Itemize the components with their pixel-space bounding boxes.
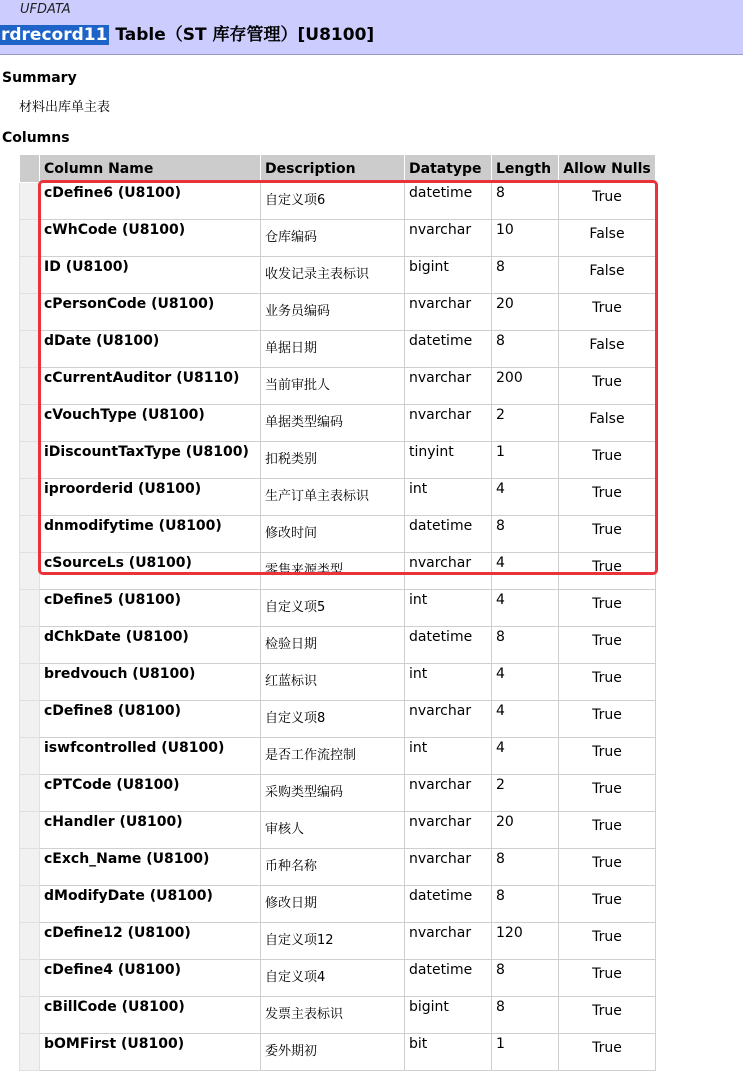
table-row [20,183,656,220]
datatype-cell: int [405,479,492,516]
column-name-cell: dChkDate (U8100) [40,627,261,664]
datatype-cell: datetime [405,886,492,923]
row-index-cell [20,664,40,701]
description-cell: 零售来源类型 [261,553,405,590]
datatype-cell: int [405,590,492,627]
column-name-cell: cPTCode (U8100) [40,775,261,812]
length-cell: 10 [492,220,559,257]
column-name-cell: ID (U8100) [40,257,261,294]
title-rest: Table（ST 库存管理）[U8100] [109,25,375,45]
column-name-cell: bOMFirst (U8100) [40,1034,261,1071]
row-index-cell [20,294,40,331]
row-index-cell [20,479,40,516]
header-allow-nulls: Allow Nulls [559,155,656,183]
allow-nulls-cell: True [559,664,656,701]
allow-nulls-cell: True [559,516,656,553]
header-length: Length [492,155,559,183]
table-row [20,923,656,960]
row-index-cell [20,701,40,738]
description-cell: 委外期初 [261,1034,405,1071]
description-cell: 币种名称 [261,849,405,886]
length-cell: 20 [492,812,559,849]
allow-nulls-cell: True [559,923,656,960]
row-index-cell [20,220,40,257]
allow-nulls-cell: True [559,590,656,627]
datatype-cell: nvarchar [405,553,492,590]
row-index-cell [20,960,40,997]
table-row [20,590,656,627]
allow-nulls-cell: True [559,738,656,775]
table-row [20,886,656,923]
length-cell: 8 [492,960,559,997]
table-row [20,368,656,405]
datatype-cell: datetime [405,183,492,220]
row-index-cell [20,331,40,368]
allow-nulls-cell: True [559,775,656,812]
length-cell: 8 [492,997,559,1034]
datatype-cell: nvarchar [405,294,492,331]
description-cell: 修改时间 [261,516,405,553]
header-index [20,155,40,183]
allow-nulls-cell: True [559,701,656,738]
length-cell: 4 [492,590,559,627]
summary-text: 材料出库单主表 [19,100,111,115]
datatype-cell: datetime [405,960,492,997]
allow-nulls-cell: True [559,294,656,331]
datatype-cell: nvarchar [405,405,492,442]
description-cell: 当前审批人 [261,368,405,405]
row-index-cell [20,183,40,220]
column-name-cell: iproorderid (U8100) [40,479,261,516]
allow-nulls-cell: True [559,997,656,1034]
table-row [20,664,656,701]
row-index-cell [20,516,40,553]
length-cell: 4 [492,738,559,775]
description-cell: 是否工作流控制 [261,738,405,775]
columns-heading: Columns [2,130,70,146]
row-index-cell [20,997,40,1034]
row-index-cell [20,590,40,627]
table-row [20,701,656,738]
length-cell: 200 [492,368,559,405]
column-name-cell: bredvouch (U8100) [40,664,261,701]
length-cell: 2 [492,775,559,812]
page-header [0,0,743,55]
description-cell: 自定义项6 [261,183,405,220]
row-index-cell [20,1034,40,1071]
table-row [20,479,656,516]
table-row [20,960,656,997]
datatype-cell: datetime [405,516,492,553]
length-cell: 8 [492,886,559,923]
description-cell: 生产订单主表标识 [261,479,405,516]
length-cell: 1 [492,442,559,479]
column-name-cell: cDefine6 (U8100) [40,183,261,220]
datatype-cell: nvarchar [405,923,492,960]
row-index-cell [20,257,40,294]
column-name-cell: cExch_Name (U8100) [40,849,261,886]
description-cell: 扣税类别 [261,442,405,479]
column-name-cell: cSourceLs (U8100) [40,553,261,590]
row-index-cell [20,368,40,405]
datatype-cell: bit [405,1034,492,1071]
row-index-cell [20,442,40,479]
description-cell: 自定义项8 [261,701,405,738]
length-cell: 8 [492,183,559,220]
table-row [20,331,656,368]
allow-nulls-cell: True [559,627,656,664]
datatype-cell: nvarchar [405,220,492,257]
length-cell: 1 [492,1034,559,1071]
datatype-cell: int [405,738,492,775]
column-name-cell: dModifyDate (U8100) [40,886,261,923]
datatype-cell: int [405,664,492,701]
table-row [20,812,656,849]
row-index-cell [20,405,40,442]
page-title [0,20,374,45]
allow-nulls-cell: True [559,442,656,479]
description-cell: 检验日期 [261,627,405,664]
description-cell: 审核人 [261,812,405,849]
allow-nulls-cell: True [559,553,656,590]
allow-nulls-cell: True [559,183,656,220]
datatype-cell: datetime [405,627,492,664]
length-cell: 8 [492,257,559,294]
table-row [20,627,656,664]
header-description: Description [261,155,405,183]
datatype-cell: bigint [405,257,492,294]
table-row [20,849,656,886]
datatype-cell: nvarchar [405,701,492,738]
row-index-cell [20,553,40,590]
table-row [20,294,656,331]
column-name-cell: cDefine8 (U8100) [40,701,261,738]
datatype-cell: datetime [405,331,492,368]
column-name-cell: cDefine12 (U8100) [40,923,261,960]
datatype-cell: nvarchar [405,849,492,886]
table-row [20,738,656,775]
table-row [20,220,656,257]
row-index-cell [20,886,40,923]
column-name-cell: cBillCode (U8100) [40,997,261,1034]
table-row [20,997,656,1034]
allow-nulls-cell: True [559,1034,656,1071]
length-cell: 8 [492,516,559,553]
datatype-cell: nvarchar [405,368,492,405]
header-datatype: Datatype [405,155,492,183]
column-name-cell: cWhCode (U8100) [40,220,261,257]
row-index-cell [20,812,40,849]
allow-nulls-cell: False [559,331,656,368]
description-cell: 单据类型编码 [261,405,405,442]
column-name-cell: cHandler (U8100) [40,812,261,849]
description-cell: 自定义项12 [261,923,405,960]
allow-nulls-cell: False [559,257,656,294]
column-name-cell: cVouchType (U8100) [40,405,261,442]
row-index-cell [20,627,40,664]
allow-nulls-cell: False [559,220,656,257]
length-cell: 2 [492,405,559,442]
length-cell: 4 [492,553,559,590]
length-cell: 120 [492,923,559,960]
table-row [20,442,656,479]
table-name-highlight: rdrecord11 [1,25,108,45]
description-cell: 修改日期 [261,886,405,923]
description-cell: 收发记录主表标识 [261,257,405,294]
table-row [20,553,656,590]
table-row [20,775,656,812]
column-name-cell: cCurrentAuditor (U8110) [40,368,261,405]
header-column-name: Column Name [40,155,261,183]
datatype-cell: nvarchar [405,812,492,849]
length-cell: 8 [492,627,559,664]
length-cell: 4 [492,479,559,516]
column-name-cell: dnmodifytime (U8100) [40,516,261,553]
row-index-cell [20,923,40,960]
summary-heading: Summary [2,70,77,86]
allow-nulls-cell: True [559,849,656,886]
datatype-cell: nvarchar [405,775,492,812]
length-cell: 20 [492,294,559,331]
description-cell: 仓库编码 [261,220,405,257]
description-cell: 业务员编码 [261,294,405,331]
column-name-cell: iswfcontrolled (U8100) [40,738,261,775]
allow-nulls-cell: True [559,812,656,849]
datatype-cell: bigint [405,997,492,1034]
description-cell: 采购类型编码 [261,775,405,812]
length-cell: 8 [492,331,559,368]
description-cell: 红蓝标识 [261,664,405,701]
column-name-cell: dDate (U8100) [40,331,261,368]
table-row [20,257,656,294]
description-cell: 单据日期 [261,331,405,368]
allow-nulls-cell: True [559,368,656,405]
column-name-cell: cDefine4 (U8100) [40,960,261,997]
database-name: UFDATA [20,2,71,17]
allow-nulls-cell: True [559,960,656,997]
table-row [20,516,656,553]
column-name-cell: iDiscountTaxType (U8100) [40,442,261,479]
length-cell: 4 [492,701,559,738]
datatype-cell: tinyint [405,442,492,479]
allow-nulls-cell: False [559,405,656,442]
table-row [20,1034,656,1071]
table-row [20,405,656,442]
row-index-cell [20,849,40,886]
length-cell: 8 [492,849,559,886]
column-name-cell: cPersonCode (U8100) [40,294,261,331]
description-cell: 发票主表标识 [261,997,405,1034]
description-cell: 自定义项4 [261,960,405,997]
row-index-cell [20,775,40,812]
row-index-cell [20,738,40,775]
allow-nulls-cell: True [559,479,656,516]
description-cell: 自定义项5 [261,590,405,627]
column-name-cell: cDefine5 (U8100) [40,590,261,627]
table-header-row [20,155,656,183]
columns-table [19,154,656,1071]
allow-nulls-cell: True [559,886,656,923]
length-cell: 4 [492,664,559,701]
